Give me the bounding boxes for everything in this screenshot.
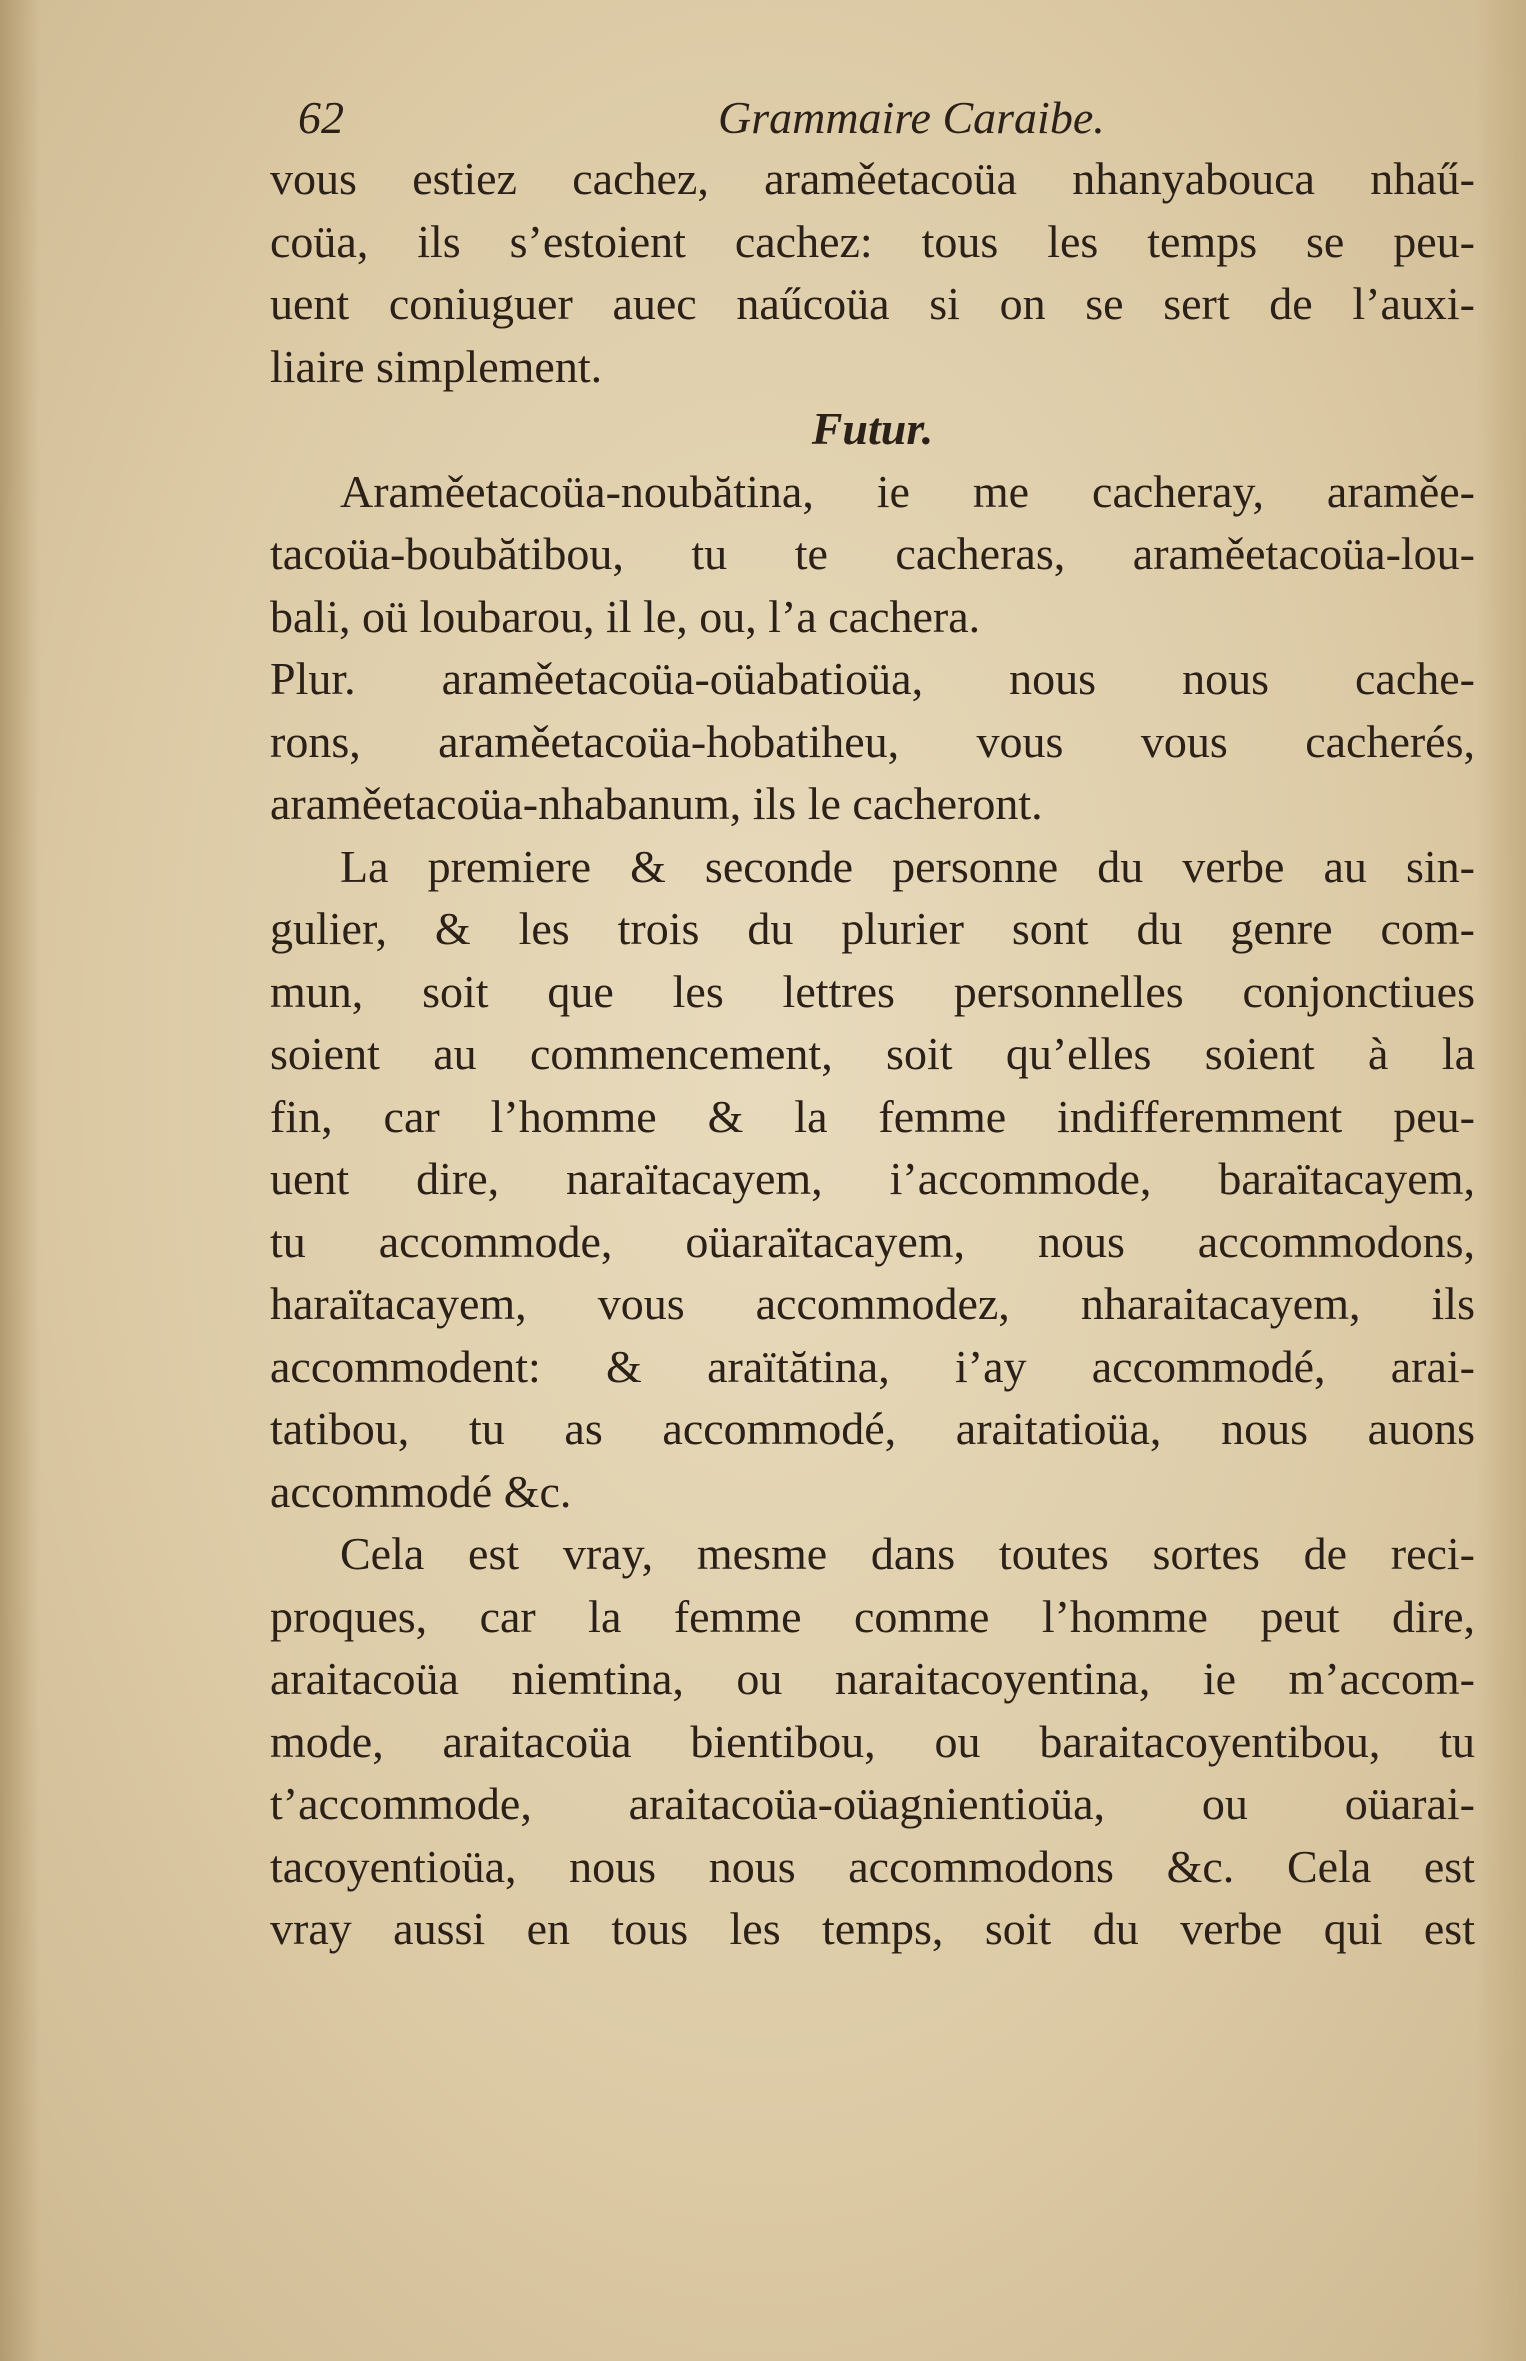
text-line: tu accommode, oüaraïtacayem, nous accommodons, — [270, 1215, 1475, 1267]
body-text — [270, 148, 1475, 1961]
text-line: araitacoüa niemtina, ou naraitacoyentina, ie m’accom- — [270, 1653, 1475, 1704]
text-line: mun, soit que les lettres personnelles conjonctiues — [270, 965, 1475, 1017]
text-line: accommodent: & araïtătina, i’ay accommodé, arai- — [270, 1340, 1475, 1392]
section-heading: Futur. — [811, 403, 934, 454]
text-line: gulier, & les trois du plurier sont du genre com- — [270, 903, 1475, 954]
text-line: tacoüa-boubătibou, tu te cacheras, araměetacoüa-lou- — [270, 528, 1475, 579]
text-line: fin, car l’homme & la femme indifferemment peu- — [270, 1090, 1475, 1142]
text-line: tatibou, tu as accommodé, araitatioüa, nous auons — [270, 1403, 1475, 1454]
paragraph-start: La premiere & seconde personne du verbe au sin- — [340, 840, 1475, 892]
text-line: coüa, ils s’estoient cachez: tous les temps se peu- — [270, 215, 1475, 267]
text-line: bali, oü loubarou, il le, ou, l’a cachera. — [270, 590, 981, 642]
text-line: rons, araměetacoüa-hobatiheu, vous vous cacherés, — [270, 715, 1475, 767]
text-line: haraïtacayem, vous accommodez, nharaitacayem, ils — [270, 1278, 1475, 1329]
text-line: vray aussi en tous les temps, soit du verbe qui est — [270, 1903, 1475, 1954]
text-line: soient au commencement, soit qu’elles soient à la — [270, 1028, 1475, 1079]
text-line: proques, car la femme comme l’homme peut dire, — [270, 1590, 1475, 1642]
running-head — [290, 88, 1450, 148]
text-line: vous estiez cachez, araměetacoüa nhanyabouca nhaű- — [270, 153, 1475, 204]
running-title: Grammaire Caraibe. — [718, 92, 1105, 143]
text-line: tacoyentioüa, nous nous accommodons &c. Cela est — [270, 1840, 1475, 1892]
text-line: uent dire, naraïtacayem, i’accommode, baraïtacayem, — [270, 1153, 1475, 1204]
text-line: araměetacoüa-nhabanum, ils le cacheront. — [270, 778, 1043, 829]
paragraph-start: Cela est vray, mesme dans toutes sortes de reci- — [340, 1528, 1475, 1579]
text-line: Plur. araměetacoüa-oüabatioüa, nous nous cache- — [270, 653, 1475, 704]
text-line: accommodé &c. — [270, 1465, 572, 1517]
text-line: uent coniuguer auec naűcoüa si on se sert de l’auxi- — [270, 278, 1475, 329]
text-line: Araměetacoüa-noubătina, ie me cacheray, araměe- — [340, 465, 1475, 517]
text-line: mode, araitacoüa bientibou, ou baraitacoyentibou, tu — [270, 1715, 1475, 1767]
page-number: 62 — [298, 92, 344, 143]
text-line: liaire simplement. — [270, 340, 603, 392]
text-line: t’accommode, araitacoüa-oüagnientioüa, ou oüarai- — [270, 1778, 1475, 1829]
